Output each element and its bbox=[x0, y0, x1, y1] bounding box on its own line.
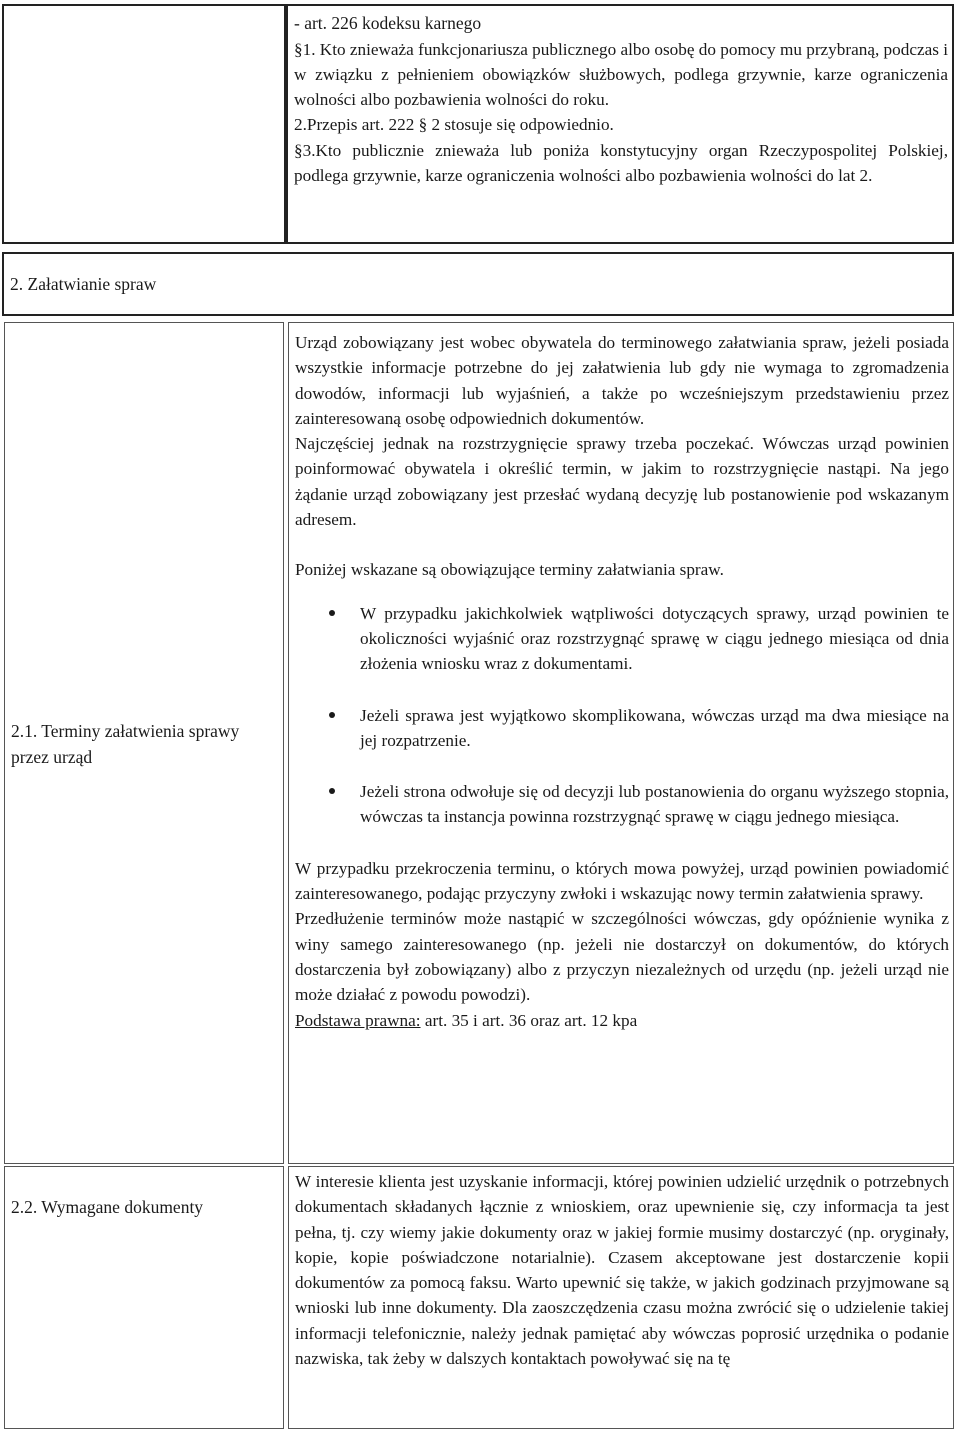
bullet-icon bbox=[329, 712, 335, 718]
legal-basis-label: Podstawa prawna: bbox=[295, 1010, 421, 1030]
legal-basis-text: art. 35 i art. 36 oraz art. 12 kpa bbox=[420, 1010, 638, 1030]
bullet-icon bbox=[329, 788, 335, 794]
penal-code-paragraph-3: §3.Kto publicznie znieważa lub poniża konstytucyjny organ Rzeczypospolitej Polskiej, podlega grzywnie, karze ograniczenia wolności albo pozbawienia wolności do lat 2. bbox=[294, 140, 948, 185]
deadlines-intro-paragraph-1: Urząd zobowiązany jest wobec obywatela do terminowego załatwiania spraw, jeżeli posiada wszystkie informacje potrzebne do jej załatwienia lub gdy nie wymaga to zgromadzenia dowodów, informacji lub wyjaśnień, a także po wcześniejszym przedstawieniu przez zainteresowaną osobę odpowiednich dokumentów. bbox=[295, 333, 949, 428]
penal-code-paragraph-2: 2.Przepis art. 222 § 2 stosuje się odpowiednio. bbox=[294, 115, 614, 135]
deadline-exceeded-paragraph: W przypadku przekroczenia terminu, o których mowa powyżej, urząd powinien powiadomić zainteresowanego, podając przyczyny zwłoki i wskazując nowy termin załatwienia sprawy. bbox=[295, 858, 949, 904]
penal-code-paragraph-1: §1. Kto znieważa funkcjonariusza publicznego albo osobę do pomocy mu przybraną, podczas i w związku z pełnieniem obowiązków służbowych, podlega grzywnie, karze ograniczenia wolności albo pozbawienia wolności do roku. bbox=[294, 39, 948, 110]
section-2-2-label: 2.2. Wymagane dokumenty bbox=[11, 1197, 204, 1217]
deadlines-list-item: Jeżeli sprawa jest wyjątkowo skomplikowana, wówczas urząd ma dwa miesiące na jej rozpatrzenie. bbox=[295, 703, 949, 754]
deadline-extension-paragraph: Przedłużenie terminów może nastąpić w szczególności wówczas, gdy opóźnienie wynika z winy samego zainteresowanego (np. jeżeli nie dostarczył on dokumentów, do których dostarczenia był zobowiązany) albo z przyczyn niezależnych od urzędu (np. jeżeli urząd nie może działać z powodu powodzi). bbox=[295, 909, 949, 1005]
deadlines-intro-paragraph-2: Najczęściej jednak na rozstrzygnięcie sprawy trzeba poczekać. Wówczas urząd powinien poinformować obywatela i określić termin, w jakim to rozstrzygnięcie nastąpi. Na jego żądanie urząd zobowiązany jest przesłać wydaną decyzję lub postanowienie pod wskazanym adresem. bbox=[295, 434, 949, 530]
penal-code-cell bbox=[286, 4, 954, 244]
required-documents-paragraph: W interesie klienta jest uzyskanie informacji, której powinien udzielić urzędnik o potrzebnych dokumentach składanych łącznie z wnioskiem, oraz upewnienie się, czy informacja ta jest pełna, tj. czy wiemy jakie dokumenty oraz w jakiej formie musimy dostarczyć (np. oryginały, kopie, kopie poświadczone notarialnie). Czasem akceptowane jest dostarczenie kopii dokumentów za pomocą faksu. Warto upewnić się także, w jakich godzinach przyjmowane są wnioski lub inne dokumenty. Dla zaoszczędzenia czasu można zwrócić się o udzielenie takiej informacji telefonicznie, należy jednak pamiętać aby wówczas poprosić urzędnika o podanie nazwiska, tak żeby w dalszych kontaktach powoływać się na tę bbox=[295, 1172, 949, 1369]
section-2-1-label: 2.1. Terminy załatwienia sprawy przez urząd bbox=[11, 721, 240, 767]
section-2-title: 2. Załatwianie spraw bbox=[10, 274, 157, 294]
penal-code-heading: - art. 226 kodeksu karnego bbox=[294, 13, 482, 33]
deadlines-intro-paragraph-3: Poniżej wskazane są obowiązujące terminy załatwiania spraw. bbox=[295, 560, 724, 580]
section-2-1-label-cell bbox=[4, 322, 284, 1164]
section-2-2-label-cell bbox=[4, 1166, 284, 1429]
deadlines-list bbox=[295, 601, 949, 830]
legal-basis bbox=[295, 1008, 949, 1033]
section-2-row bbox=[2, 252, 954, 316]
deadlines-list-item: W przypadku jakichkolwiek wątpliwości dotyczących sprawy, urząd powinien te okoliczności wyjaśnić oraz rozstrzygnąć sprawę w ciągu jednego miesiąca od dnia złożenia wniosku wraz z dokumentami. bbox=[295, 601, 949, 677]
section-2-2-content-cell bbox=[288, 1166, 954, 1429]
deadlines-list-item: Jeżeli strona odwołuje się od decyzji lub postanowienia do organu wyższego stopnia, wówczas ta instancja powinna rozstrzygnąć sprawę w ciągu jednego miesiąca. bbox=[295, 779, 949, 830]
section-2-1-content-cell bbox=[288, 322, 954, 1164]
top-left-empty-cell bbox=[2, 4, 286, 244]
bullet-icon bbox=[329, 610, 335, 616]
